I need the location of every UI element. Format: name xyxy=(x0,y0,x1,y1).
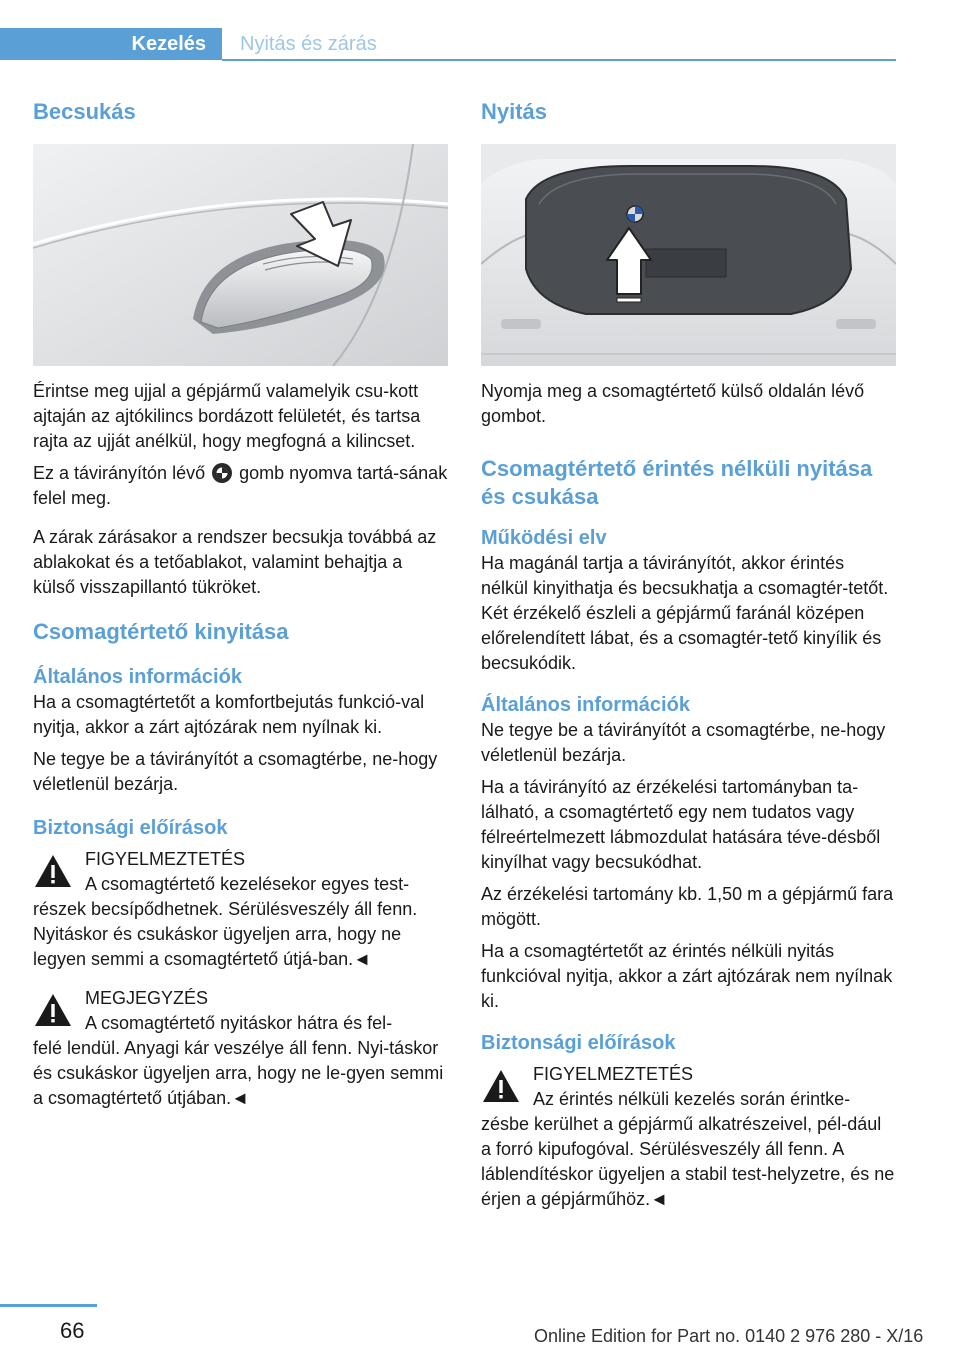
heading-altalanos: Általános információk xyxy=(33,666,242,688)
left-column xyxy=(33,98,448,1111)
paragraph: Ha magánál tartja a távirányítót, akkor érintés nélkül kinyithatja és becsukhatja a csomagtér-tetőt. Két érzékelő észleli a gépjármű faránál középen előrelendített lábat, és a csomagtér-tető kinyílik és becsukódik. xyxy=(481,553,889,673)
heading-nyitas: Nyitás xyxy=(481,99,548,124)
warning-title: FIGYELMEZTETÉS xyxy=(533,1064,694,1084)
trunk-figure xyxy=(481,144,896,366)
edition-text: Online Edition for Part no. 0140 2 976 280 - X/16 xyxy=(534,1326,924,1346)
door-handle-illustration xyxy=(33,144,448,366)
warning-text: zésbe kerülhet a gépjármű alkatrészeivel, pél-dául a forró kipufogóval. Sérülésveszély áll fenn. A láblendítéskor ügyeljen a stabil test-helyzetre, és ne érjen a gépjárműhöz.◄ xyxy=(481,1114,895,1209)
paragraph: Ha a csomagtértetőt a komfortbejutás funkció-val nyitja, akkor a zárt ajtózárak nem nyílnak ki. xyxy=(33,692,425,737)
paragraph: Ne tegye be a távirányítót a csomagtérbe, ne-hogy véletlenül bezárja. xyxy=(481,720,886,765)
warning-title: FIGYELMEZTETÉS xyxy=(85,849,246,869)
warning-triangle-icon xyxy=(481,1068,521,1104)
heading-mukodesi-elv: Működési elv xyxy=(481,527,607,549)
warning-block xyxy=(481,1062,896,1212)
warning-triangle-icon xyxy=(33,853,73,889)
paragraph: Ha a csomagtértetőt az érintés nélküli nyitás funkcióval nyitja, akkor a zárt ajtózárak nem nyílnak ki. xyxy=(481,941,893,1011)
note-text: felé lendül. Anyagi kár veszélye áll fenn. Nyi-táskor és csukáskor ügyeljen arra, hogy ne le-gyen semmi a csomagtértető útjában.◄ xyxy=(33,1038,444,1108)
header-bar xyxy=(0,28,896,60)
breadcrumb[interactable]: Nyitás és zárás xyxy=(240,32,377,55)
heading-kinyitasa: Csomagtértető kinyitása xyxy=(33,619,289,644)
text-part: gomb nyomva tartá-sának felel meg. xyxy=(33,463,448,508)
paragraph: Nyomja meg a csomagtértető külső oldalán lévő gombot. xyxy=(481,381,865,426)
right-column xyxy=(481,98,896,1212)
trunk-illustration xyxy=(481,144,896,366)
paragraph: Az érzékelési tartomány kb. 1,50 m a gépjármű fara mögött. xyxy=(481,884,894,929)
heading-altalanos: Általános információk xyxy=(481,694,690,716)
paragraph: Ne tegye be a távirányítót a csomagtérbe, ne-hogy véletlenül bezárja. xyxy=(33,749,438,794)
heading-becsukas: Becsukás xyxy=(33,99,136,124)
warning-line: Az érintés nélküli kezelés során érintke- xyxy=(533,1089,851,1109)
paragraph: Ha a távirányító az érzékelési tartományban ta-lálható, a csomagtértető egy nem tudatos vagy félreértelmezett lábmozdulat hatására téve-désből kinyílhat vagy becsukódhat. xyxy=(481,777,881,872)
door-handle-figure xyxy=(33,144,448,366)
page-number: 66 xyxy=(60,1318,85,1343)
tab-kezeles[interactable]: Kezelés xyxy=(0,28,222,60)
note-block xyxy=(33,986,448,1111)
text-part: Ez a távirányítón lévő xyxy=(33,463,206,483)
header-divider xyxy=(222,59,896,61)
heading-biztonsagi: Biztonsági előírások xyxy=(481,1032,676,1054)
warning-line: A csomagtértető kezelésekor egyes test- xyxy=(85,874,410,894)
warning-text: részek becsípődhetnek. Sérülésveszély áll fenn. Nyitáskor és csukáskor ügyeljen arra, hogy ne legyen semmi a csomagtértető útjá-ban.◄ xyxy=(33,899,418,969)
warning-triangle-icon xyxy=(33,992,73,1028)
paragraph-remote xyxy=(33,461,448,511)
footer-divider xyxy=(0,1304,97,1307)
warning-block xyxy=(33,847,448,972)
remote-lock-button-icon xyxy=(211,462,233,484)
heading-erintes-nelkuli: Csomagtértető érintés nélküli nyitása és csukása xyxy=(481,456,873,509)
paragraph: Érintse meg ujjal a gépjármű valamelyik csu-kott ajtaján az ajtókilincs bordázott felületét, és tartsa rajta az ujját anélkül, hogy megfogná a kilincset. xyxy=(33,381,421,451)
heading-biztonsagi: Biztonsági előírások xyxy=(33,817,228,839)
note-title: MEGJEGYZÉS xyxy=(85,988,209,1008)
note-line: A csomagtértető nyitáskor hátra és fel- xyxy=(85,1013,393,1033)
paragraph: A zárak zárásakor a rendszer becsukja továbbá az ablakokat és a tetőablakot, valamint behajtja a külső visszapillantó tükröket. xyxy=(33,527,437,597)
